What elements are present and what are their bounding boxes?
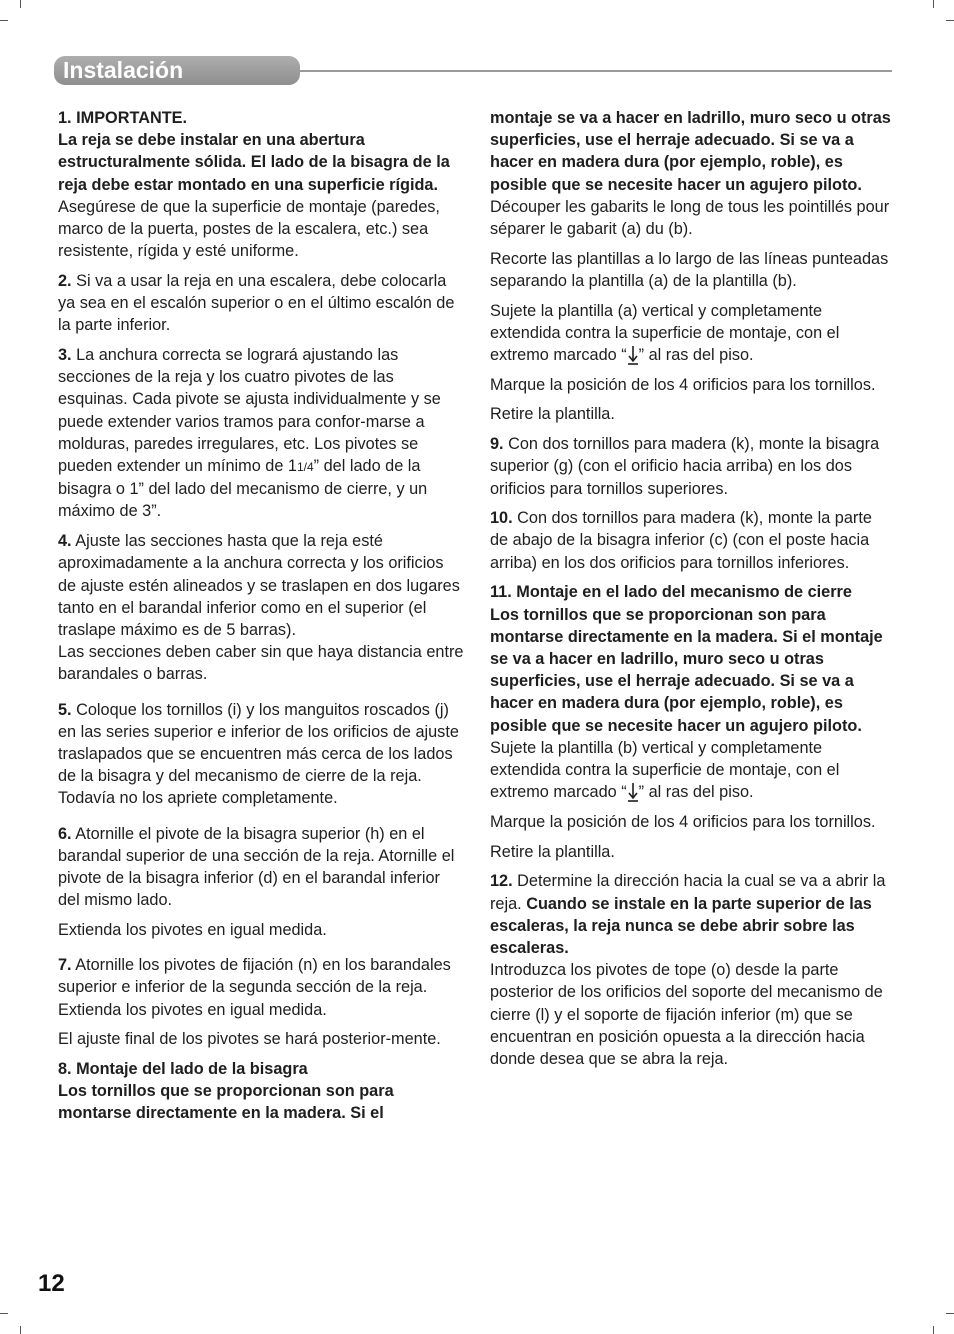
step-4 (58, 530, 464, 641)
step-8-french: Découper les gabarits le long de tous les pointillés pour séparer le gabarit (a) du (b). (490, 197, 890, 239)
step-7-note-2: El ajuste final de los pivotes se hará posterior-mente. (58, 1030, 441, 1049)
crop-mark-bottom-right (933, 1326, 934, 1334)
left-column (58, 107, 464, 1125)
step-11-p3: Retire la plantilla. (490, 842, 615, 861)
step-9 (490, 433, 894, 500)
page-title: Instalación (63, 57, 184, 83)
step-text: Atornille los pivotes de fijación (n) en los barandales superior e inferior de la segunda sección de la reja. (58, 956, 451, 997)
down-arrow-to-floor-icon (627, 782, 639, 802)
crop-mark-top-right (933, 0, 934, 8)
step-8-heading: 8. Montaje del lado de la bisagra (58, 1059, 308, 1078)
step-8-warning: Los tornillos que se proporcionan son para montarse directamente en la madera. Si el (58, 1082, 394, 1123)
step-8-warning-cont: montaje se va a hacer en ladrillo, muro seco u otras superficies, use el herraje adecuado. Si se va a hacer en madera dura (por ejemplo, roble), es posible que se necesite hacer un agujero piloto. (490, 109, 891, 194)
step-7-note: Extienda los pivotes en igual medida. (58, 1000, 327, 1019)
step-11-p1 (490, 737, 894, 804)
step-number: 3. (58, 346, 72, 365)
step-5 (58, 699, 464, 810)
step-6-note: Extienda los pivotes en igual medida. (58, 920, 327, 939)
step-text: Con dos tornillos para madera (k), monte la parte de abajo de la bisagra inferior (c) (con el poste hacia arriba) en los dos orificios para tornillos inferiores. (490, 509, 872, 572)
header-rule (300, 70, 892, 72)
step-text: Determine la dirección hacia la cual se va a abrir la reja. (490, 872, 886, 913)
step-number: 5. (58, 700, 72, 719)
step-2 (58, 270, 464, 337)
step-12 (490, 870, 894, 959)
step-8-p4: Retire la plantilla. (490, 405, 615, 424)
step-1-heading: 1. IMPORTANTE. (58, 109, 188, 127)
step-text: Sujete la plantilla (a) vertical y completamente extendida contra la superficie de montaje, con el extremo marcado “ (490, 301, 840, 365)
step-3 (58, 344, 464, 523)
step-text: La anchura correcta se logrará ajustando las secciones de la reja y los cuatro pivotes de las esquinas. Cada pivote se ajusta individualmente y se puede extender varios tramos para confor-marse a molduras, paredes irregulares, etc. Los pivotes se pueden extender un mínimo de 1 (58, 346, 441, 476)
step-11-heading: 11. Montaje en el lado del mecanismo de cierre (490, 583, 852, 602)
crop-mark-top-left (20, 0, 21, 8)
step-number: 10. (490, 509, 513, 528)
crop-mark-top-left-h (0, 20, 8, 21)
step-8-p1: Recorte las plantillas a lo largo de las líneas punteadas separando la plantilla (a) de la plantilla (b). (490, 249, 889, 290)
step-text: Si va a usar la reja en una escalera, debe colocarla ya sea en el escalón superior o en el último escalón de la parte inferior. (58, 271, 455, 335)
step-text: ” del lado de la bisagra o 1” del lado del mecanismo de cierre, y un máximo de 3”. (58, 457, 428, 521)
step-8-p3: Marque la posición de los 4 orificios para los tornillos. (490, 375, 876, 394)
step-text: Sujete la plantilla (b) vertical y completamente extendida contra la superficie de montaje, con el extremo marcado “ (490, 738, 840, 802)
step-text: ” al ras del piso. (638, 783, 754, 802)
crop-mark-bottom-left-h (0, 1313, 8, 1314)
fraction: 1/4 (296, 460, 314, 475)
step-number: 2. (58, 271, 72, 290)
step-4-note: Las secciones deben caber sin que haya distancia entre barandales o barras. (58, 643, 464, 684)
step-text: Ajuste las secciones hasta que la reja esté aproximadamente a la anchura correcta y los orificios de ajuste estén alineados y se traslapen en dos lugares tanto en el barandal inferior como en el superior (el traslape máximo es de 5 barras). (58, 532, 460, 639)
step-6 (58, 823, 464, 912)
crop-mark-bottom-right-h (946, 1313, 954, 1314)
step-7 (58, 954, 464, 998)
step-text: Atornille el pivote de la bisagra superior (h) en el barandal superior de una sección de la reja. Atornille el pivote de la bisagra inferior (d) en el barandal inferior del mismo lado. (58, 824, 455, 910)
step-10 (490, 507, 894, 574)
step-8-p2 (490, 300, 894, 367)
step-11-p2: Marque la posición de los 4 orificios para los tornillos. (490, 812, 876, 831)
crop-mark-top-right-h (946, 20, 954, 21)
step-text: Coloque los tornillos (i) y los manguitos roscados (j) en las series superior e inferior de los orificios de ajuste traslapados que se encuentren más cerca de los lados de la bisagra y del mecanismo de cierre de la reja. Todavía no los apriete completamente. (58, 700, 459, 808)
step-number: 6. (58, 824, 72, 843)
step-1-text: Asegúrese de que la superficie de montaje (paredes, marco de la puerta, postes de la escalera, etc.) sea resistente, rígida y esté uniforme. (58, 197, 440, 261)
step-number: 12. (490, 872, 513, 891)
step-12-text: Introduzca los pivotes de tope (o) desde la parte posterior de los orificios del soporte del mecanismo de cierre (l) y el soporte de fijación inferior (m) que se encuentran en posición opuesta a la dirección hacia donde desea que se abra la reja. (490, 961, 883, 1068)
right-column (490, 107, 894, 1078)
step-number: 7. (58, 956, 72, 975)
step-11-warning: Los tornillos que se proporcionan son para montarse directamente en la madera. Si el montaje se va a hacer en ladrillo, muro seco u otras superficies, use el herraje adecuado. Si se va a hacer en madera dura (por ejemplo, roble), es posible que se necesite hacer un agujero piloto. (490, 605, 883, 735)
step-text: ” al ras del piso. (638, 346, 754, 365)
step-text: Con dos tornillos para madera (k), monte la bisagra superior (g) (con el orificio hacia arriba) en los dos orificios para tornillos superiores. (490, 435, 880, 498)
step-12-warning: Cuando se instale en la parte superior de las escaleras, la reja nunca se debe abrir sobre las escaleras. (490, 894, 872, 957)
page-number: 12 (38, 1270, 65, 1297)
down-arrow-to-floor-icon (627, 345, 639, 365)
step-number: 9. (490, 435, 504, 454)
step-number: 4. (58, 532, 72, 551)
crop-mark-bottom-left (20, 1326, 21, 1334)
step-1-warning: La reja se debe instalar en una abertura estructuralmente sólida. El lado de la bisagra de la reja debe estar montado en una superficie rígida. (58, 131, 450, 194)
